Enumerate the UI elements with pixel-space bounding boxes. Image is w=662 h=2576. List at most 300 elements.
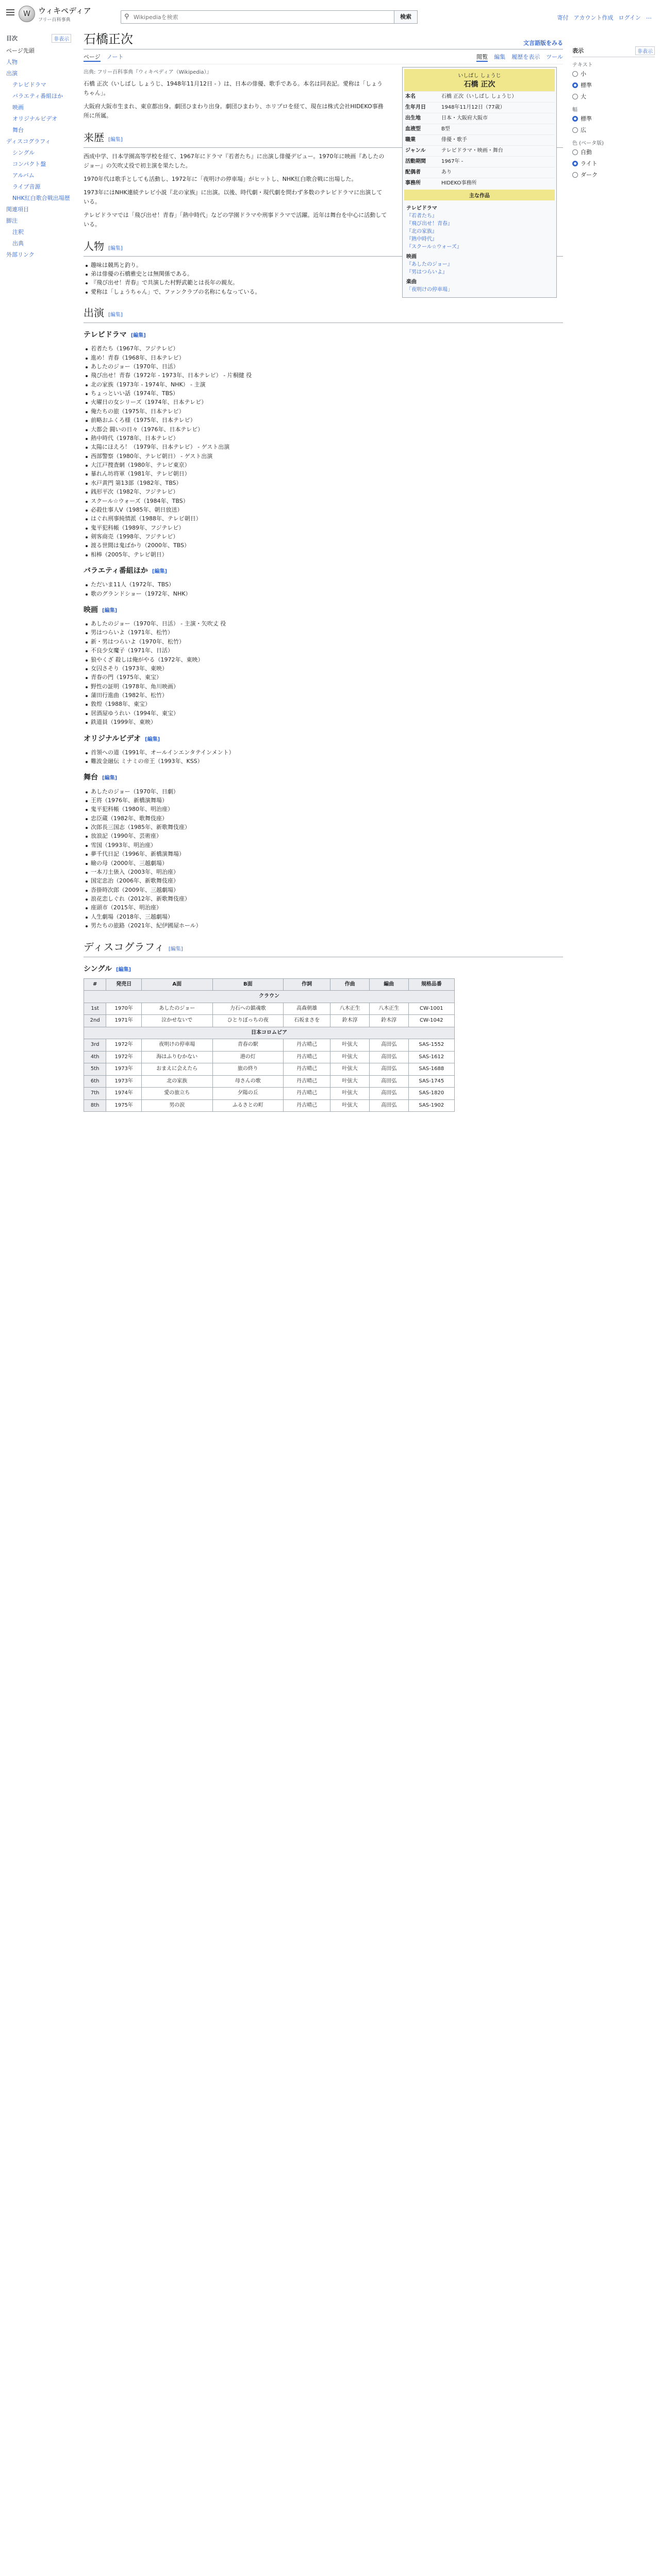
search-icon: ⚲ [124,13,129,21]
list-item: 狼やくざ 殺しは俺がやる（1972年、東映） [84,655,563,664]
toc-item[interactable]: アルバム [12,172,35,179]
subsection-heading-text: 映画 [84,605,98,614]
table-cell: 叶弦大 [330,1075,370,1088]
site-logo[interactable] [19,5,91,23]
table-cell: 海はふりむかない [142,1051,213,1063]
toc-item[interactable]: ディスコグラフィ [6,138,51,145]
list-item: 銭形平次（1982年、フジテレビ） [84,487,563,496]
user-link[interactable]: ログイン [618,14,641,21]
toc-item[interactable]: 出演 [6,70,18,77]
table-cell: 高田弘 [369,1039,408,1052]
action-tab-0[interactable]: 閲覧 [476,53,488,62]
search-box [121,10,409,24]
infobox-key: 活動期間 [405,159,426,164]
table-cell: 高田弘 [369,1088,408,1100]
edit-link[interactable]: [編集] [152,569,168,575]
infobox-works-subtitle: 楽曲 [406,279,417,285]
list-item: 歌のグランドショー（1972年、NHK） [84,589,563,598]
subsection-heading [84,329,563,341]
list-item: 浪花恋しぐれ（2012年、新歌舞伎座） [84,894,563,903]
search-input[interactable] [134,12,386,22]
table-cell: SAS-1820 [408,1088,454,1100]
table-cell: 1972年 [106,1039,142,1052]
table-cell: 丹古晴己 [284,1088,330,1100]
table-cell: 鈴木淳 [369,1015,408,1027]
toc-item[interactable]: NHK紅白歌合戦出場歴 [12,195,70,201]
paragraph: 1970年代は歌手としても活動し、1972年に「夜明けの停車場」がヒットし、NHK紅白歌合戦に出場した。 [84,175,357,182]
list-item: 座頭市（2015年、明治座） [84,903,563,912]
table-group-label: 日本コロムビア [84,1027,455,1039]
table-cell: 男の涙 [142,1099,213,1112]
subsection-heading-text: 舞台 [84,773,98,782]
video-list [84,748,563,766]
table-cell: 1974年 [106,1088,142,1100]
infobox-key: 職業 [405,137,416,143]
table-cell: SAS-1688 [408,1063,454,1076]
list-item: 蒲田行進曲（1982年、松竹） [84,691,563,700]
list-item: 前略おふくろ様（1975年、日本テレビ） [84,416,563,425]
list-item: ただいま11人（1972年、TBS） [84,580,563,589]
infobox-row [404,145,555,156]
option-text_opts[interactable] [572,91,655,102]
toc-item[interactable]: 脚注 [6,217,18,224]
list-item: 俺たちの旅（1975年、日本テレビ） [84,407,563,416]
infobox-work[interactable]: 「夜明けの停車場」 [406,287,453,293]
list-item: 鬼平犯科帳（1980年、明治座） [84,805,563,814]
toc-item[interactable]: 舞台 [12,127,24,133]
list-item: 相棒（2005年、テレビ朝日） [84,550,563,559]
table-row [84,1063,455,1076]
table-cell: あしたのジョー [142,1003,213,1015]
list-item: 居酒屋ゆうれい（1994年、東宝） [84,709,563,718]
table-cell: 1st [84,1003,106,1015]
table-cell: 港の灯 [212,1051,284,1063]
infobox-key: 本名 [405,94,416,99]
list-item: 不良少女魔子（1971年、日活） [84,646,563,655]
infobox-value: あり [441,170,452,175]
section-heading-text: 出演 [84,307,104,319]
table-cell: 丹古晴己 [284,1099,330,1112]
section-heading-text: ディスコグラフィ [84,940,164,953]
paragraph: 西成中学、日本学園高等学校を経て、1967年にドラマ『若者たち』に出演し俳優デビュー。1970年に映画『あしたのジョー』の矢吹丈役で初主演を果たした。 [84,152,385,169]
paragraph: テレビドラマでは「飛び出せ！青春」「熱中時代」などの学園ドラマや刑事ドラマで活躍。近年は舞台を中心に活動している。 [84,212,387,228]
section-heading [84,939,563,957]
action-tab-2[interactable]: 履歴を表示 [511,54,540,60]
option-label: 標準 [581,82,592,89]
list-item: 必殺仕事人V（1985年、朝日放送） [84,505,563,514]
subsection-heading [84,565,563,577]
table-cell: SAS-1902 [408,1099,454,1112]
radio-icon[interactable] [572,116,578,122]
page-title: 石橋正次 [84,32,133,46]
edit-link[interactable]: [編集] [108,312,123,318]
table-row [84,1099,455,1112]
list-item: 首領への道（1991年、オールインエンタテインメント） [84,748,563,757]
list-item: 進め！青春（1968年、日本テレビ） [84,353,563,362]
table-cell: 1970年 [106,1003,142,1015]
table-cell: 叶弦大 [330,1051,370,1063]
table-cell: 夜明けの停車場 [142,1039,213,1052]
logo-subtitle: フリー百科事典 [38,18,71,23]
list-item: 暴れん坊将軍（1981年、テレビ朝日） [84,469,563,478]
toc-title: 目次 [6,35,18,42]
intro-paragraph: 大阪府大阪市生まれ、東京都出身。劇団ひまわり出身。劇団ひまわり、ホリプロを経て、現在は株式会社HIDEKO事務所に所属。 [84,103,384,120]
table-cell: SAS-1552 [408,1039,454,1052]
infobox-key: 事務所 [405,180,421,186]
list-item: 沓掛時次郎（2009年、三越劇場） [84,886,563,894]
table-cell: 5th [84,1063,106,1076]
table-group-row [84,991,455,1003]
table-cell: 高田弘 [369,1099,408,1112]
list-item: 大江戸捜査網（1980年、テレビ東京） [84,461,563,469]
table-cell: 4th [84,1051,106,1063]
table-cell: ひとりぼっちの夜 [212,1015,284,1027]
table-cell: 叶弦大 [330,1039,370,1052]
main-menu-icon[interactable] [6,9,14,15]
list-item: スクール☆ウォーズ（1984年、TBS） [84,497,563,505]
option-width_opts[interactable] [572,113,655,124]
appearance-title: 表示 [572,47,584,54]
table-cell: 1971年 [106,1015,142,1027]
infobox-key: 生年月日 [405,105,426,110]
list-item: 火曜日の女シリーズ（1974年、日本テレビ） [84,398,563,406]
table-header: 規格品番 [408,978,454,991]
toc-item[interactable]: 注釈 [12,229,24,235]
table-cell: 高田弘 [369,1063,408,1076]
radio-icon[interactable] [572,82,578,88]
edit-link[interactable]: [編集] [130,333,146,339]
option-label: 自動 [581,149,592,156]
list-item: 女囚さそり（1973年、東映） [84,664,563,673]
toc-item[interactable]: 外部リンク [6,251,35,258]
table-cell: 1973年 [106,1063,142,1076]
from-line: 出典: フリー百科事典『ウィキペディア（Wikipedia）』 [84,70,212,75]
option-text_opts[interactable] [572,79,655,91]
infobox-value: テレビドラマ・映画・舞台 [441,148,503,154]
table-cell: CW-1001 [408,1003,454,1015]
infobox-key: 配偶者 [405,170,421,175]
edit-link[interactable]: [編集] [102,607,118,614]
section-heading-text: 来歴 [84,131,104,144]
subsection-heading [84,963,563,975]
infobox-work[interactable]: 『男はつらいよ』 [406,269,448,275]
edit-link[interactable]: [編集] [102,775,118,782]
variety-list [84,580,563,598]
subsection-heading-text: バラエティ番組ほか [84,567,148,575]
paragraph: 1973年にはNHK連続テレビ小説『北の家族』に出演。以後、時代劇・現代劇を問わず多数のテレビドラマに出演している。 [84,189,383,206]
edit-link[interactable]: [編集] [145,736,160,742]
table-cell: 叶弦大 [330,1063,370,1076]
list-item: あしたのジョー（1970年、日劇） [84,787,563,796]
list-item: 熱中時代（1978年、日本テレビ） [84,434,563,443]
table-cell: 八木正生 [369,1003,408,1015]
radio-icon[interactable] [572,172,578,178]
list-item: 剣客商売（1998年、フジテレビ） [84,532,563,541]
text-size-label: テキスト [572,62,593,68]
infobox-work[interactable]: 『熱中時代』 [406,236,437,242]
infobox-key: 出生地 [405,115,421,121]
list-item: 雪国（1993年、明治座） [84,841,563,850]
infobox-work[interactable]: 『若者たち』 [406,213,437,219]
list-item: 愛称は「しょうちゃん」で、ファンクラブの名称にもなっている。 [84,287,563,296]
list-item: 放浪記（1990年、芸術座） [84,832,563,840]
table-cell: 石坂まさを [284,1015,330,1027]
appearance-panel [572,41,655,180]
table-cell: 八木正生 [330,1003,370,1015]
table-cell: 2nd [84,1015,106,1027]
radio-icon[interactable] [572,149,578,155]
list-item: 王将（1976年、新橋演舞場） [84,796,563,805]
language-button[interactable]: 文言語版をみる [523,40,563,46]
table-row [84,1088,455,1100]
option-label: ライト [581,160,598,167]
toc-item[interactable]: バラエティ番組ほか [12,93,63,99]
infobox-work[interactable]: 『北の家族』 [406,229,437,234]
film-list [84,619,563,727]
infobox-works-title: 主な作品 [404,190,555,200]
table-cell: 鈴木淳 [330,1015,370,1027]
subsection-heading-text: オリジナルビデオ [84,734,141,743]
infobox-work[interactable]: 『あしたのジョー』 [406,262,453,267]
list-item: 一本刀土俵入（2003年、明治座） [84,868,563,876]
table-cell: SAS-1612 [408,1051,454,1063]
radio-icon[interactable] [572,127,578,133]
table-cell: 青春の駅 [212,1039,284,1052]
infobox-work[interactable]: 『スクール☆ウォーズ』 [406,244,462,250]
table-row [84,1039,455,1052]
edit-link[interactable]: [編集] [108,137,123,143]
infobox-value: 日本・大阪府大阪市 [441,115,488,121]
table-header: B面 [212,978,284,991]
option-color_opts[interactable] [572,158,655,169]
appearance-hide-button[interactable]: 非表示 [635,46,655,55]
list-item: 次郎長三国志（1985年、新歌舞伎座） [84,823,563,832]
table-row [84,1015,455,1027]
toc-item[interactable]: ライブ音源 [12,183,41,190]
infobox-key: ジャンル [405,148,426,154]
table-cell: 高田弘 [369,1075,408,1088]
list-item: 男たちの旅路（2021年、紀伊國屋ホール） [84,921,563,930]
list-item: 男はつらいよ（1971年、松竹） [84,628,563,637]
subsection-heading [84,772,563,784]
color-label: 色 (ベータ版) [572,141,604,146]
table-cell: 6th [84,1075,106,1088]
list-item: ちょっといい話（1974年、TBS） [84,389,563,398]
radio-icon[interactable] [572,71,578,77]
subsection-heading [84,604,563,616]
user-link[interactable]: … [646,13,652,20]
edit-link[interactable]: [編集] [108,245,123,251]
subsection-heading [84,733,563,745]
table-cell: 8th [84,1099,106,1112]
table-header: A面 [142,978,213,991]
tab-1[interactable]: ノート [106,54,124,60]
table-cell: CW-1042 [408,1015,454,1027]
list-item: 渡る世間は鬼ばかり（2000年、TBS） [84,541,563,550]
list-item: 難波金融伝 ミナミの帝王（1993年、KSS） [84,757,563,766]
toc-item[interactable]: ページ先頭 [6,47,35,54]
toc-item[interactable]: テレビドラマ [12,81,46,88]
option-color_opts[interactable] [572,146,655,158]
infobox-row [404,134,555,145]
user-link[interactable]: 寄付 [557,14,569,21]
singles-table [84,978,455,1112]
search-button[interactable]: 検索 [394,10,418,24]
option-label: ダーク [581,172,598,178]
toc-sidebar [0,29,77,260]
toc-hide-button[interactable]: 非表示 [52,34,71,43]
toc-item[interactable]: 出典 [12,240,24,247]
list-item: 水戸黄門 第13部（1982年、TBS） [84,479,563,487]
table-cell: 力石への鎮魂歌 [212,1003,284,1015]
list-item: 趣味は競馬と釣り。 [84,261,563,269]
toc-item[interactable]: 人物 [6,59,18,65]
table-cell: おまえに会えたら [142,1063,213,1076]
table-cell: 丹古晴己 [284,1063,330,1076]
infobox-works-subtitle: テレビドラマ [406,206,437,211]
site-header [0,0,662,26]
infobox-value: 1948年11月12日（77歳） [441,105,505,110]
infobox-kana: いしばし しょうじ [458,73,501,79]
infobox-row [404,102,555,113]
table-group-label: クラウン [84,991,455,1003]
list-item: 人生劇場（2018年、三越劇場） [84,912,563,921]
width-label: 幅 [572,107,577,113]
table-cell: 1972年 [106,1051,142,1063]
list-item: 敦煌（1988年、東宝） [84,700,563,708]
table-cell: 7th [84,1088,106,1100]
table-cell: ふるさとの町 [212,1099,284,1112]
toc-item[interactable]: オリジナルビデオ [12,115,58,122]
list-item: 新・男はつらいよ（1970年、松竹） [84,637,563,646]
infobox-value: HIDEKO事務所 [441,180,477,186]
infobox-value: 1967年 - [441,159,464,164]
list-item: 西部警察（1980年、テレビ朝日） - ゲスト出演 [84,452,563,461]
table-group-row [84,1027,455,1039]
toc-item[interactable]: コンパクト盤 [12,161,46,167]
table-cell: 1975年 [106,1099,142,1112]
option-label: 小 [581,71,586,77]
infobox-row [404,124,555,134]
list-item: 瞼の母（2000年、三越劇場） [84,859,563,868]
list-item: あしたのジョー（1970年、日活） - 主演・矢吹丈 役 [84,619,563,628]
user-link[interactable]: アカウント作成 [573,14,614,21]
option-color_opts[interactable] [572,169,655,180]
list-item: 若者たち（1967年、フジテレビ） [84,344,563,353]
table-cell: 丹古晴己 [284,1039,330,1052]
table-cell: 愛の旅立ち [142,1088,213,1100]
infobox-key: 血液型 [405,126,421,132]
table-cell: 泣かせないで [142,1015,213,1027]
intro-paragraph: 石橋 正次（いしばし しょうじ、1948年11月12日 - ）は、日本の俳優、歌手である。本名は同表記。愛称は「しょうちゃん」。 [84,80,383,97]
radio-icon[interactable] [572,161,578,166]
infobox-works-subtitle: 映画 [406,254,417,260]
infobox-value: B型 [441,126,450,132]
option-width_opts[interactable] [572,124,655,135]
list-item: 青春の門（1975年、東宝） [84,673,563,682]
option-label: 広 [581,127,586,133]
table-cell: 北の家族 [142,1075,213,1088]
tv-list [84,344,563,559]
infobox-name: 石橋 正次 [464,80,495,89]
table-header: 編曲 [369,978,408,991]
table-header: 作詞 [284,978,330,991]
table-cell: 丹古晴己 [284,1075,330,1088]
subsection-heading-text: シングル [84,964,112,973]
option-label: 標準 [581,115,592,122]
table-cell: 夕陽の丘 [212,1088,284,1100]
option-label: 大 [581,93,586,100]
table-row [84,1051,455,1063]
toc-item[interactable]: 映画 [12,104,24,111]
infobox-value: 俳優・歌手 [441,137,467,143]
user-links [557,13,652,22]
stage-list [84,787,563,930]
section-heading-text: 人物 [84,240,104,252]
list-item: 忠臣蔵（1982年、歌舞伎座） [84,814,563,823]
tab-0[interactable]: ページ [84,53,101,62]
list-item: 国定忠治（2006年、新歌舞伎座） [84,876,563,885]
section-heading [84,304,563,323]
radio-icon[interactable] [572,94,578,99]
infobox-row [404,156,555,167]
table-cell: 叶弦大 [330,1088,370,1100]
table-cell: 高田弘 [369,1051,408,1063]
infobox-work[interactable]: 『飛び出せ！青春』 [406,221,453,227]
infobox-row [404,178,555,189]
table-header: # [84,978,106,991]
list-item: 鬼平犯科帳（1989年、フジテレビ） [84,523,563,532]
table-cell: 旅の終り [212,1063,284,1076]
table-cell: SAS-1745 [408,1075,454,1088]
list-item: あしたのジョー（1970年、日活） [84,362,563,371]
list-item: 大都会 闘いの日々（1976年、日本テレビ） [84,425,563,434]
list-item: 北の家族（1973年 - 1974年、NHK） - 主演 [84,380,563,389]
infobox-row [404,167,555,178]
infobox [402,67,557,298]
list-item: 夢千代日記（1996年、新橋演舞場） [84,850,563,858]
table-cell: 叶弦大 [330,1099,370,1112]
infobox-row [404,113,555,124]
action-tab-1[interactable]: 編集 [494,54,506,60]
list-item: 太陽にほえろ！（1979年、日本テレビ） - ゲスト出演 [84,443,563,451]
option-text_opts[interactable] [572,68,655,79]
toc-item[interactable]: 関連項目 [6,206,29,213]
table-row [84,1003,455,1015]
table-row [84,1075,455,1088]
action-tab-3[interactable]: ツール [546,54,563,60]
logo-title: ウィキペディア [38,6,91,15]
edit-link[interactable]: [編集] [115,967,131,973]
infobox-value: 石橋 正次（いしばし しょうじ） [441,94,517,99]
list-item: はぐれ刑事純情派（1988年、テレビ朝日） [84,514,563,523]
list-item: 飛び出せ！青春（1972年 - 1973年、日本テレビ） - 片桐健 役 [84,371,563,380]
toc-item[interactable]: シングル [12,149,35,156]
table-cell: 丹古晴己 [284,1051,330,1063]
table-header: 発売日 [106,978,142,991]
edit-link[interactable]: [編集] [168,946,183,952]
list-item: 『飛び出せ！青春』で共演した村野武範とは長年の親友。 [84,278,563,287]
infobox-row [404,91,555,102]
wikipedia-globe-icon: W [19,6,35,22]
table-cell: 3rd [84,1039,106,1052]
table-header: 作曲 [330,978,370,991]
list-item: 野性の証明（1978年、角川映画） [84,682,563,691]
list-item: 弟は俳優の石橋雅史とは無関係である。 [84,269,563,278]
table-cell: 1973年 [106,1075,142,1088]
subsection-heading-text: テレビドラマ [84,331,127,340]
list-item: 鉄道員（1999年、東映） [84,718,563,726]
